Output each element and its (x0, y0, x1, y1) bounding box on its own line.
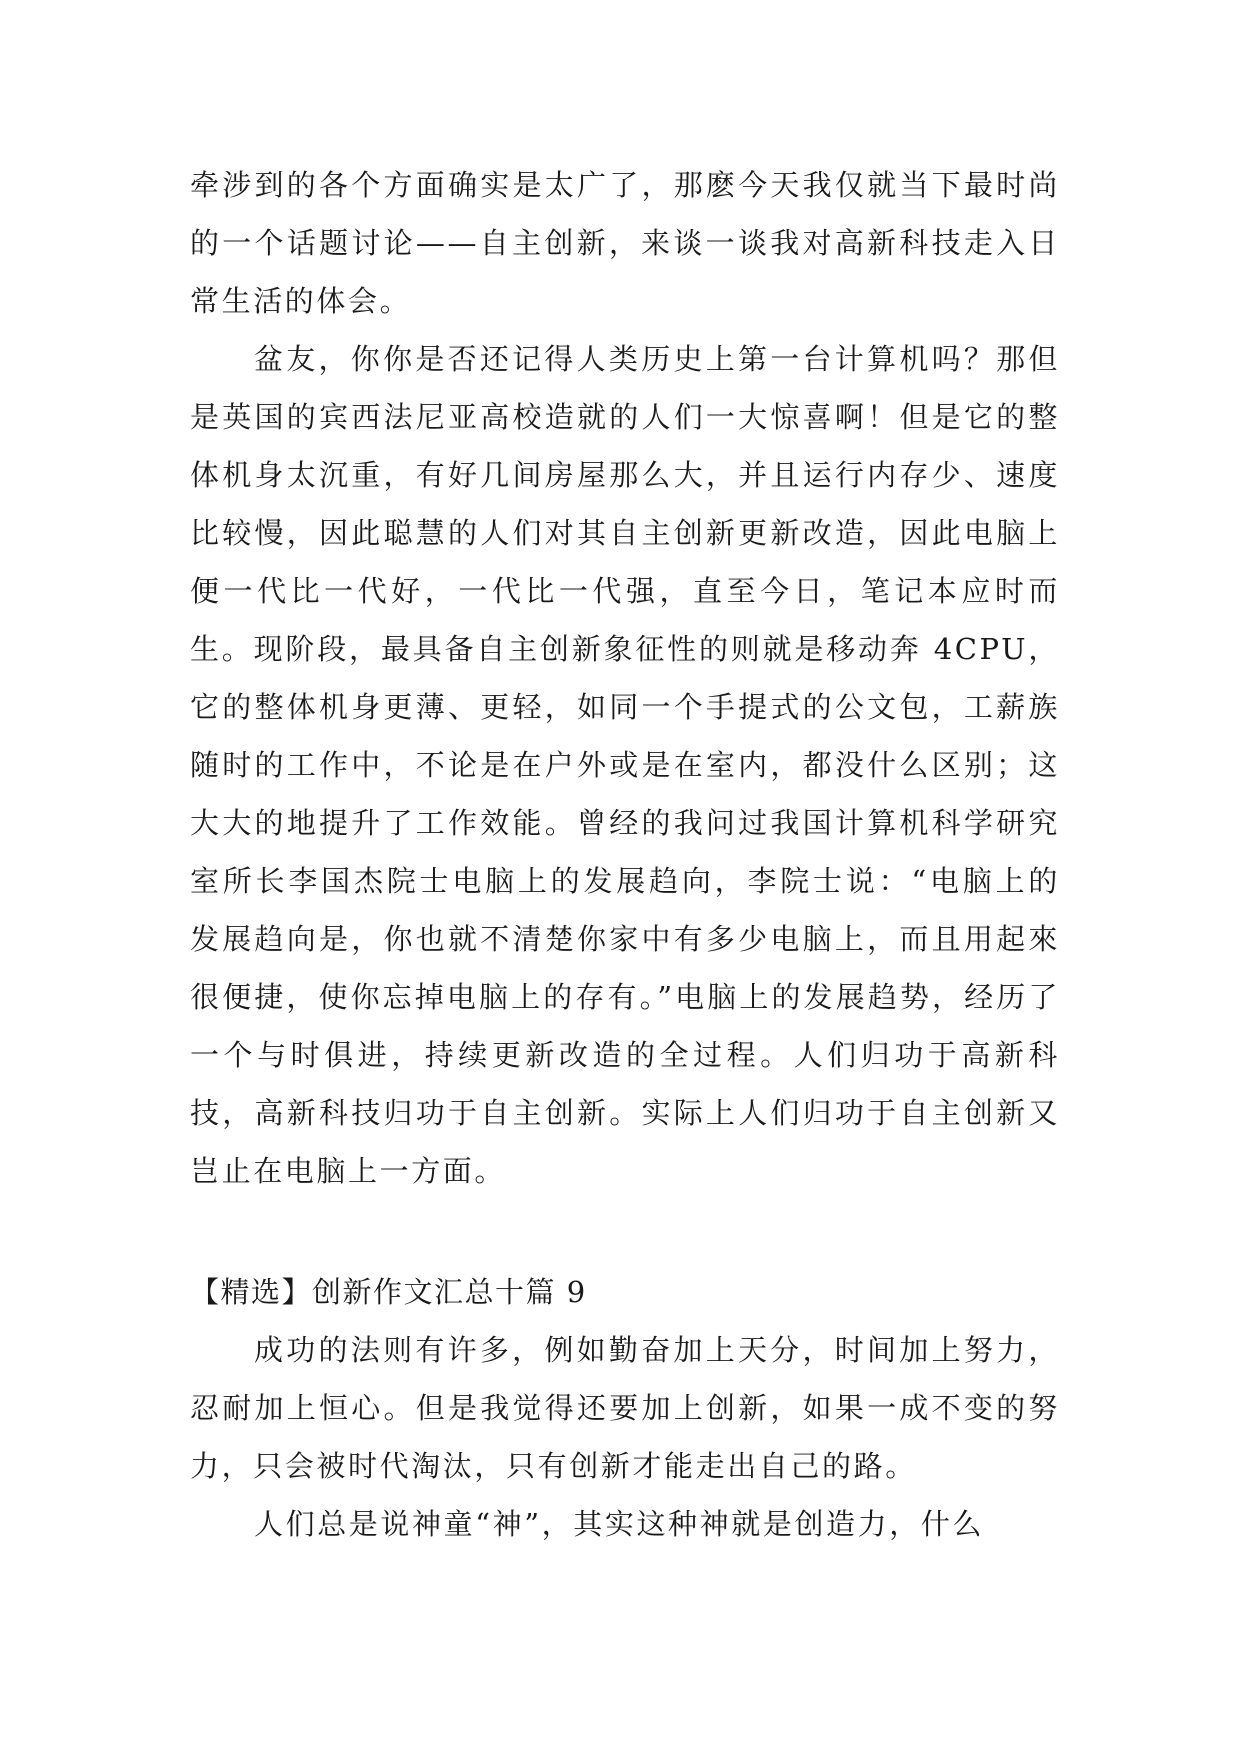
paragraph-continued: 牵涉到的各个方面确实是太广了，那麽今天我仅就当下最时尚的一个话题讨论——自主创新，来谈一谈我对高新科技走入日常生活的体会。 (190, 168, 1060, 318)
essay-body-top (190, 156, 1060, 1200)
paragraph-computer-history: 盆友，你你是否还记得人类历史上第一台计算机吗？那但是英国的宾西法尼亚高校造就的人们一大惊喜啊！但是它的整体机身太沉重，有好几间房屋那么大，并且运行内存少、速度比较慢，因此聪慧的人们对其自主创新更新改造，因此电脑上便一代比一代好，一代比一代强，直至今日，笔记本应时而生。现阶段，最具备自主创新象征性的则就是移动奔 4CPU，它的整体机身更薄、更轻，如同一个手提式的公文包，工薪族随时的工作中，不论是在户外或是在室内，都没什么区别；这大大的地提升了工作效能。曾经的我问过我国计算机科学研究室所长李国杰院士电脑上的发展趋向，李院士说：“电脑上的发展趋向是，你也就不清楚你家中有多少电脑上，而且用起來很便捷，使你忘掉电脑上的存有。”电脑上的发展趋势，经历了一个与时俱进，持续更新改造的全过程。人们归功于高新科技，高新科技归功于自主创新。实际上人们归功于自主创新又岂止在电脑上一方面。 (190, 342, 1060, 1188)
paragraph-success-rules: 成功的法则有许多，例如勤奋加上天分，时间加上努力，忍耐加上恒心。但是我觉得还要加上创新，如果一成不变的努力，只会被时代淘汰，只有创新才能走出自己的路。 (190, 1333, 1060, 1483)
paragraph-prodigy: 人们总是说神童“神”，其实这种神就是创造力，什么 (254, 1507, 985, 1541)
section-heading: 【精选】创新作文汇总十篇 9 (190, 1275, 587, 1309)
essay-section-9 (190, 1263, 1060, 1553)
